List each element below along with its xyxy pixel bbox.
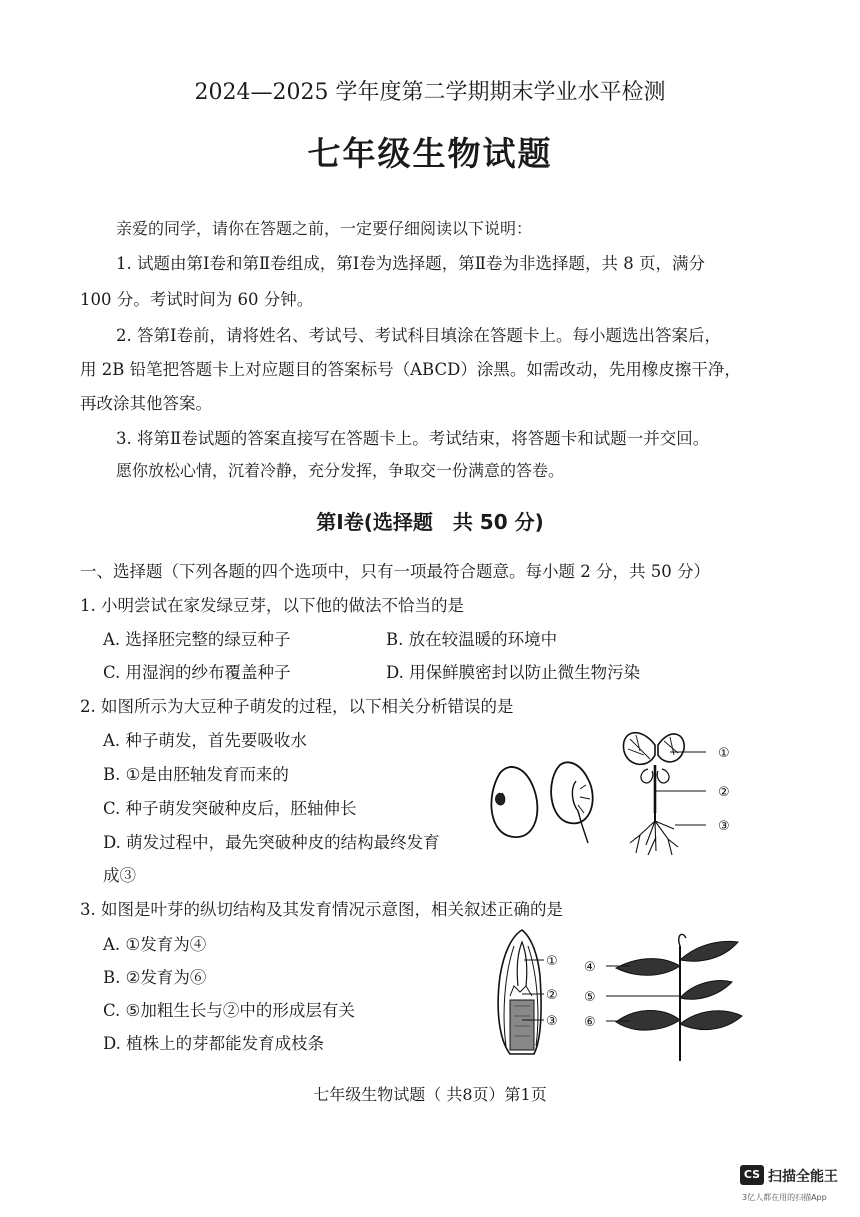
instruction-2-line-2: 用 2B 铅笔把答题卡上对应题目的答案标号（ABCD）涂黑。如需改动，先用橡皮擦干净，	[80, 360, 741, 379]
fig3-label-5: ⑤	[584, 990, 596, 1005]
branch-with-leaves	[616, 934, 742, 1061]
fig3-label-3: ③	[546, 1014, 558, 1029]
question-2-option-b: B. ①是由胚轴发育而来的	[103, 765, 289, 784]
question-3-option-a: A. ①发育为④	[103, 935, 207, 954]
question-2-option-c: C. 种子萌发突破种皮后，胚轴伸长	[103, 799, 357, 818]
fig2-label-1: ①	[718, 746, 730, 761]
fig3-label-2: ②	[546, 988, 558, 1003]
leaf-bud-section	[498, 930, 541, 1054]
instructions-greeting: 亲爱的同学，请你在答题之前，一定要仔细阅读以下说明：	[116, 219, 533, 238]
page-footer: 七年级生物试题（ 共8页）第1页	[313, 1085, 547, 1104]
question-1-option-a: A. 选择胚完整的绿豆种子	[103, 630, 291, 649]
fig2-label-3: ③	[718, 819, 730, 834]
question-1-option-d: D. 用保鲜膜密封以防止微生物污染	[386, 663, 641, 682]
seedling	[623, 733, 684, 855]
instruction-2-line-3: 再改涂其他答案。	[80, 394, 212, 413]
question-2-option-d-continued: 成③	[103, 866, 136, 885]
instruction-1-line-2: 100 分。考试时间为 60 分钟。	[80, 290, 314, 309]
question-1-option-b: B. 放在较温暖的环境中	[386, 630, 558, 649]
question-1-option-c: C. 用湿润的纱布覆盖种子	[103, 663, 291, 682]
instruction-2-line-1: 2. 答第Ⅰ卷前，请将姓名、考试号、考试科目填涂在答题卡上。每小题选出答案后，	[116, 326, 722, 345]
scanner-tagline: 3亿人都在用的扫描App	[742, 1193, 827, 1202]
instruction-1-line-1: 1. 试题由第Ⅰ卷和第Ⅱ卷组成，第Ⅰ卷为选择题，第Ⅱ卷为非选择题，共 8 页，满分	[116, 254, 705, 273]
question-3-option-b: B. ②发育为⑥	[103, 968, 207, 987]
seed-stage-1	[491, 767, 537, 837]
scanner-logo: CS	[740, 1165, 764, 1185]
section-1-heading: 一、选择题（下列各题的四个选项中，只有一项最符合题意。每小题 2 分，共 50 分）	[80, 562, 710, 581]
section-1-title: 第Ⅰ卷(选择题 共 50 分)	[316, 510, 544, 534]
instructions-wish: 愿你放松心情，沉着冷静，充分发挥，争取交一份满意的答卷。	[116, 461, 565, 480]
question-2-stem: 2. 如图所示为大豆种子萌发的过程，以下相关分析错误的是	[80, 697, 514, 716]
instruction-3: 3. 将第Ⅱ卷试题的答案直接写在答题卡上。考试结束，将答题卡和试题一并交回。	[116, 429, 710, 448]
fig2-label-2: ②	[718, 785, 730, 800]
soybean-germination-figure	[480, 725, 760, 865]
question-3-stem: 3. 如图是叶芽的纵切结构及其发育情况示意图，相关叙述正确的是	[80, 900, 563, 919]
question-2-option-d: D. 萌发过程中，最先突破种皮的结构最终发育	[103, 833, 440, 852]
seed-stage-2	[551, 762, 593, 843]
scanner-app-name: 扫描全能王	[768, 1169, 838, 1185]
fig3-label-6: ⑥	[584, 1015, 596, 1030]
question-3-option-c: C. ⑤加粗生长与②中的形成层有关	[103, 1001, 355, 1020]
question-2-option-a: A. 种子萌发，首先要吸收水	[103, 731, 307, 750]
question-3-option-d: D. 植株上的芽都能发育成枝条	[103, 1034, 325, 1053]
leaf-bud-figure	[480, 926, 770, 1066]
fig3-label-1: ①	[546, 954, 558, 969]
fig3-label-4: ④	[584, 960, 596, 975]
page-title: 七年级生物试题	[307, 134, 553, 173]
exam-header: 2024—2025 学年度第二学期期末学业水平检测	[194, 80, 666, 105]
question-1-stem: 1. 小明尝试在家发绿豆芽，以下他的做法不恰当的是	[80, 596, 464, 615]
